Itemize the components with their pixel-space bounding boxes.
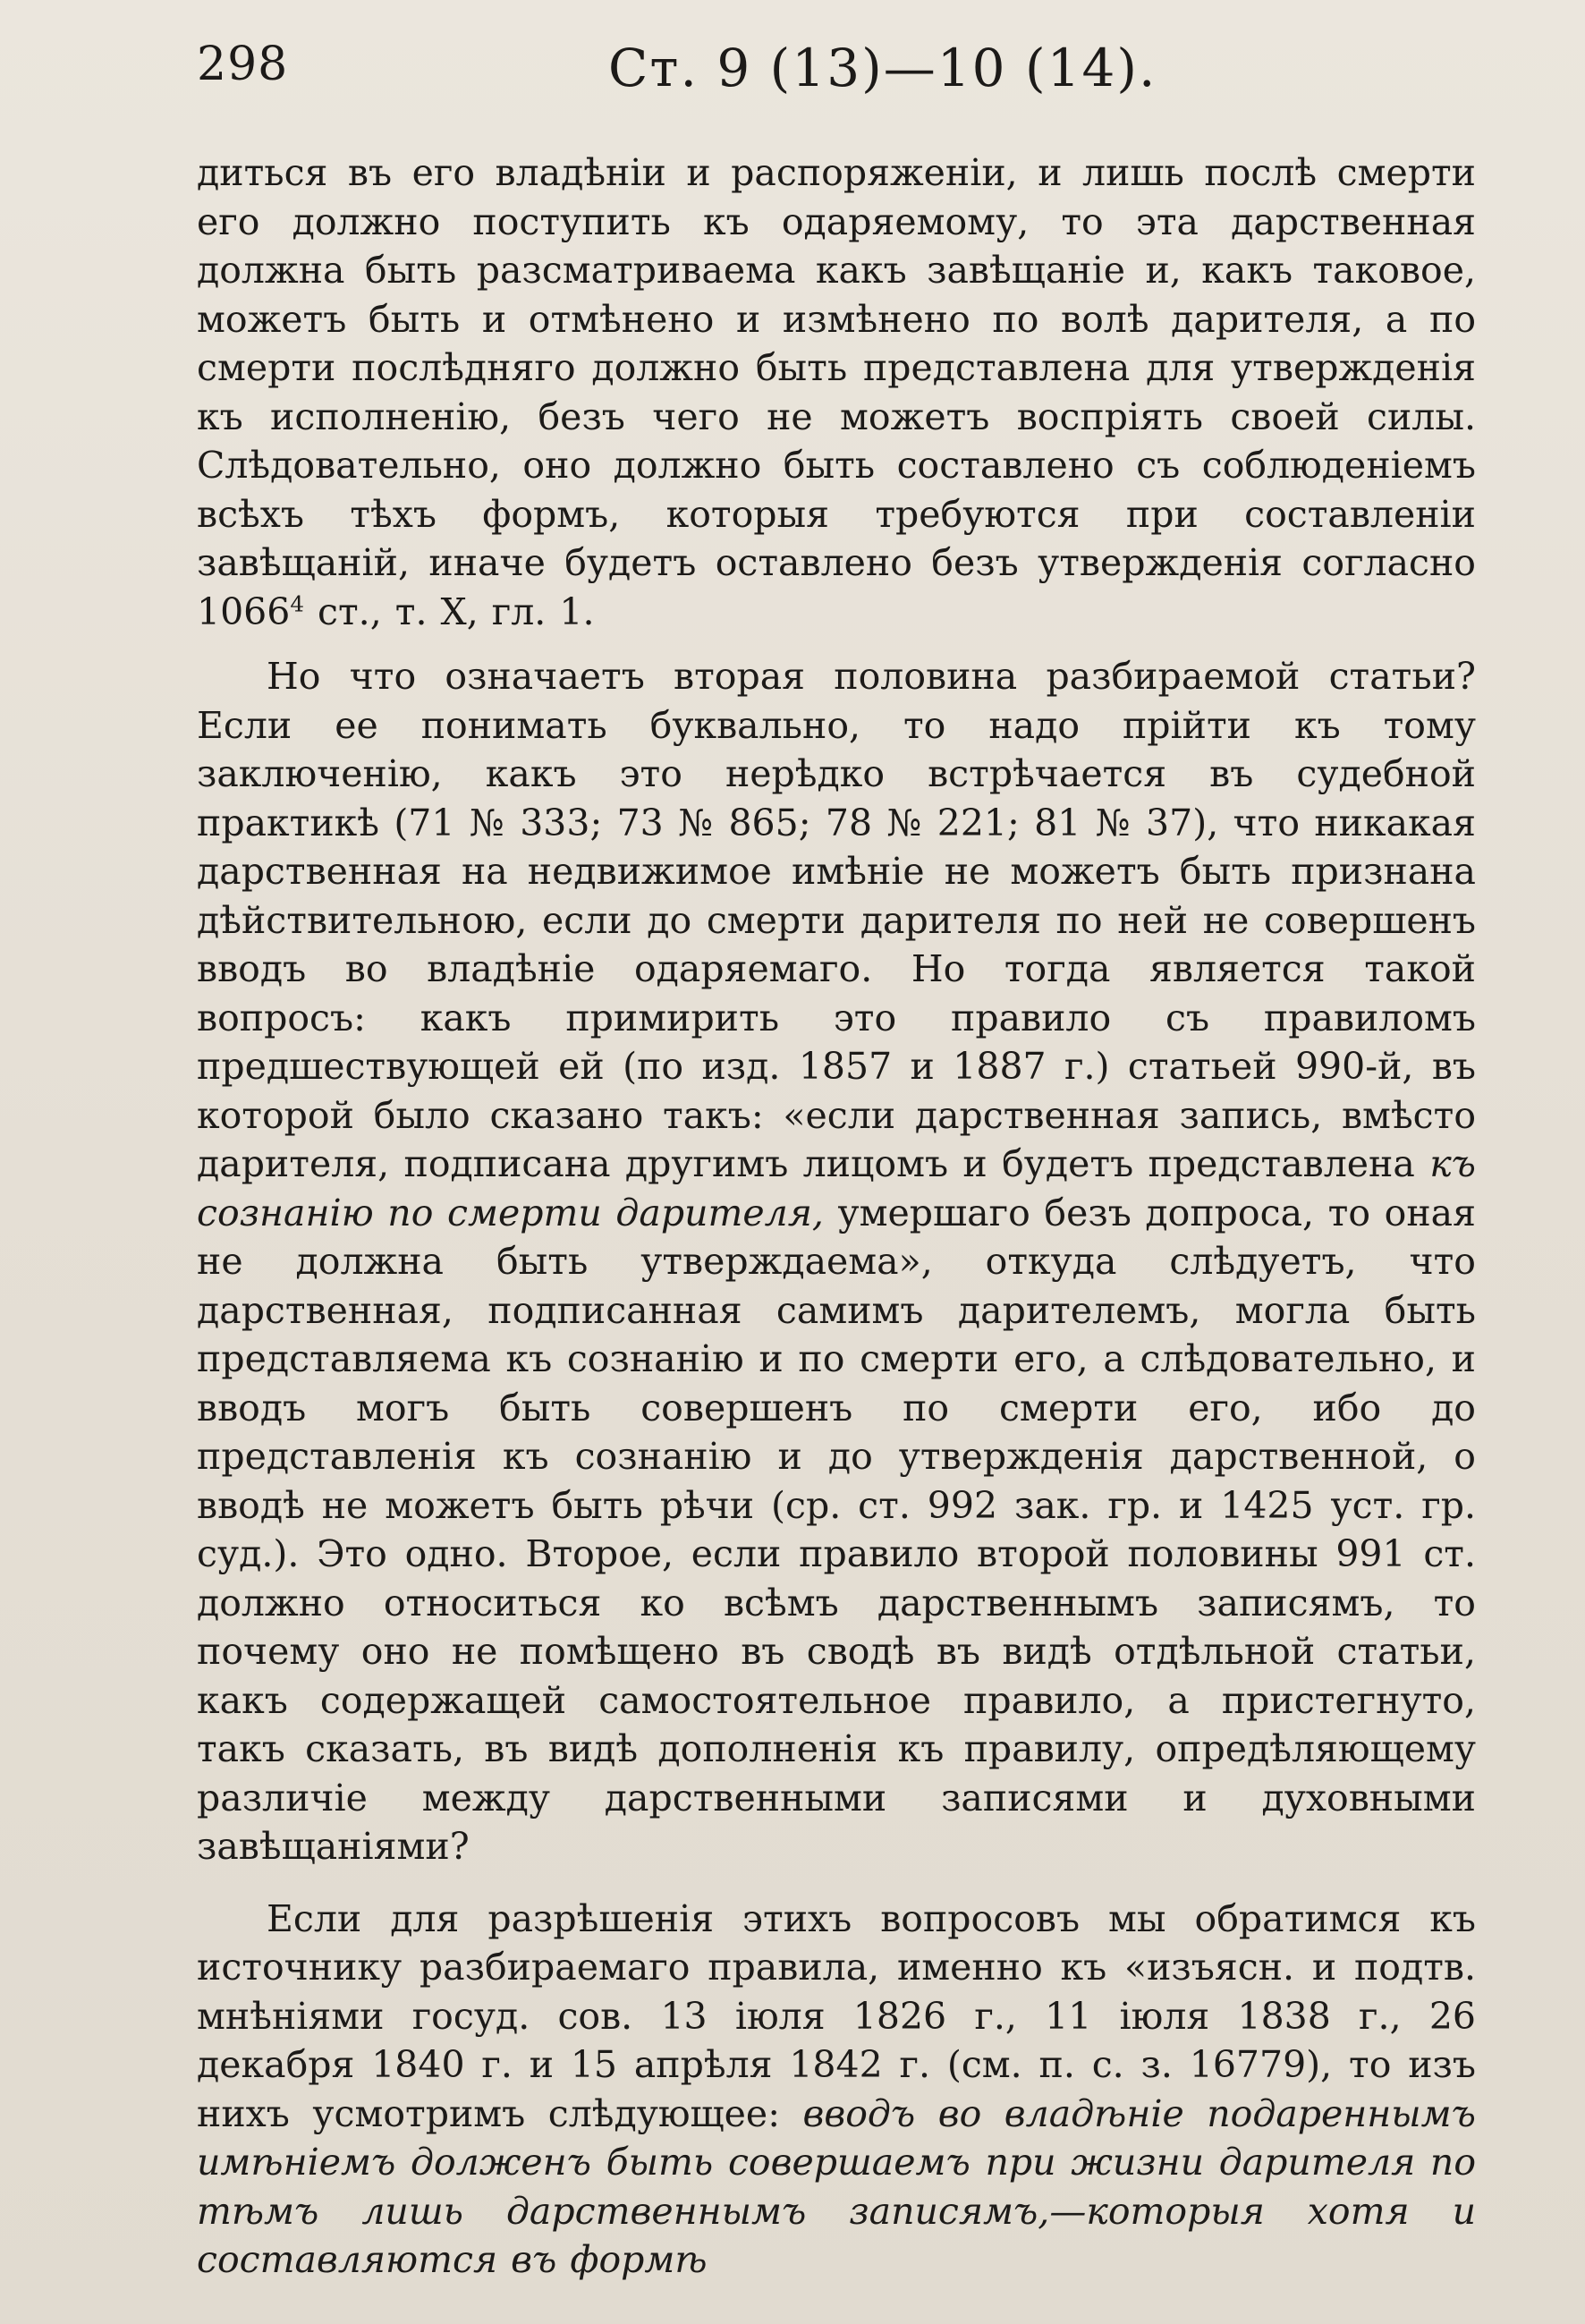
paragraph-2	[197, 652, 1476, 1871]
footnote-superscript: 4	[290, 589, 304, 616]
paragraph-2-text-b: умершаго безъ допроса, то оная не должна быть утверждаема», откуда слѣдуетъ, что дарственная, подписанная самимъ дарителемъ, могла быть представляема къ сознанію и по смерти его, а слѣдовательно, и вводъ могъ быть совершенъ по смерти его, ибо до представленія къ сознанію и до утвержденія дарственной, о вводѣ не можетъ быть рѣчи (ср. ст. 992 зак. гр. и 1425 уст. гр. суд.). Это одно. Второе, если правило второй половины 991 ст. должно относиться ко всѣмъ дарственнымъ записямъ, то почему оно не помѣщено въ сводѣ въ видѣ отдѣльной статьи, какъ содержащей самостоятельное правило, а пристегнуто, такъ сказать, въ видѣ дополненія къ правилу, опредѣляющему различіе между дарственными записями и духовными завѣщаніями?	[197, 1191, 1476, 1868]
paragraph-3-text-a: Если для разрѣшенія этихъ вопросовъ мы обратимся къ источнику разбираемаго правила, именно къ «изъясн. и подтв. мнѣніями госуд. сов. 13 іюля 1826 г., 11 іюля 1838 г., 26 декабря 1840 г. и 15 апрѣля 1842 г. (см. п. с. з. 16779), то изъ нихъ усмотримъ слѣдующее:	[197, 1896, 1476, 2135]
paragraph-1-tail: ст., т. X, гл. 1.	[304, 589, 595, 633]
paragraph-3	[197, 1895, 1476, 2285]
paragraph-1-text: диться въ его владѣніи и распоряженіи, и лишь послѣ смерти его должно поступить къ одаряемому, то эта дарственная должна быть разсматриваема какъ завѣщаніе и, какъ таковое, можетъ быть и отмѣнено и измѣнено по волѣ дарителя, а по смерти послѣдняго должно быть представлена для утвержденія къ исполненію, безъ чего не можетъ воспріять своей силы. Слѣдовательно, оно должно быть составлено съ соблюденіемъ всѣхъ тѣхъ формъ, которыя требуются при составленіи завѣщаній, иначе будетъ оставлено безъ утвержденія согласно 1066	[197, 151, 1476, 633]
paragraph-1	[197, 148, 1476, 636]
body-text	[197, 148, 1476, 2285]
paragraph-2-text-a: Но что означаетъ вторая половина разбираемой статьи? Если ее понимать буквально, то надо прійти къ тому заключенію, какъ это нерѣдко встрѣчается въ судебной практикѣ (71 № 333; 73 № 865; 78 № 221; 81 № 37), что никакая дарственная на недвижимое имѣніе не можетъ быть признана дѣйствительною, если до смерти дарителя по ней не совершенъ вводъ во владѣніе одаряемаго. Но тогда является такой вопросъ: какъ примирить это правило съ правиломъ предшествующей ей (по изд. 1857 и 1887 г.) статьей 990-й, въ которой было сказано такъ: «если дарственная запись, вмѣсто дарителя, подписана другимъ лицомъ и будетъ представлена	[197, 655, 1476, 1185]
paragraph-2-italic: къ сознанію по смерти дарителя,	[197, 1142, 1476, 1234]
page-header	[197, 38, 1476, 109]
paragraph-3-italic: вводъ во владѣніе подареннымъ имѣніемъ долженъ быть совершаемъ при жизни дарителя по тѣмъ лишь дарственнымъ записямъ,—которыя хотя и составляются въ формѣ	[197, 2091, 1476, 2281]
page-number: 298	[197, 38, 289, 91]
running-head: Ст. 9 (13)—10 (14).	[608, 38, 1157, 98]
